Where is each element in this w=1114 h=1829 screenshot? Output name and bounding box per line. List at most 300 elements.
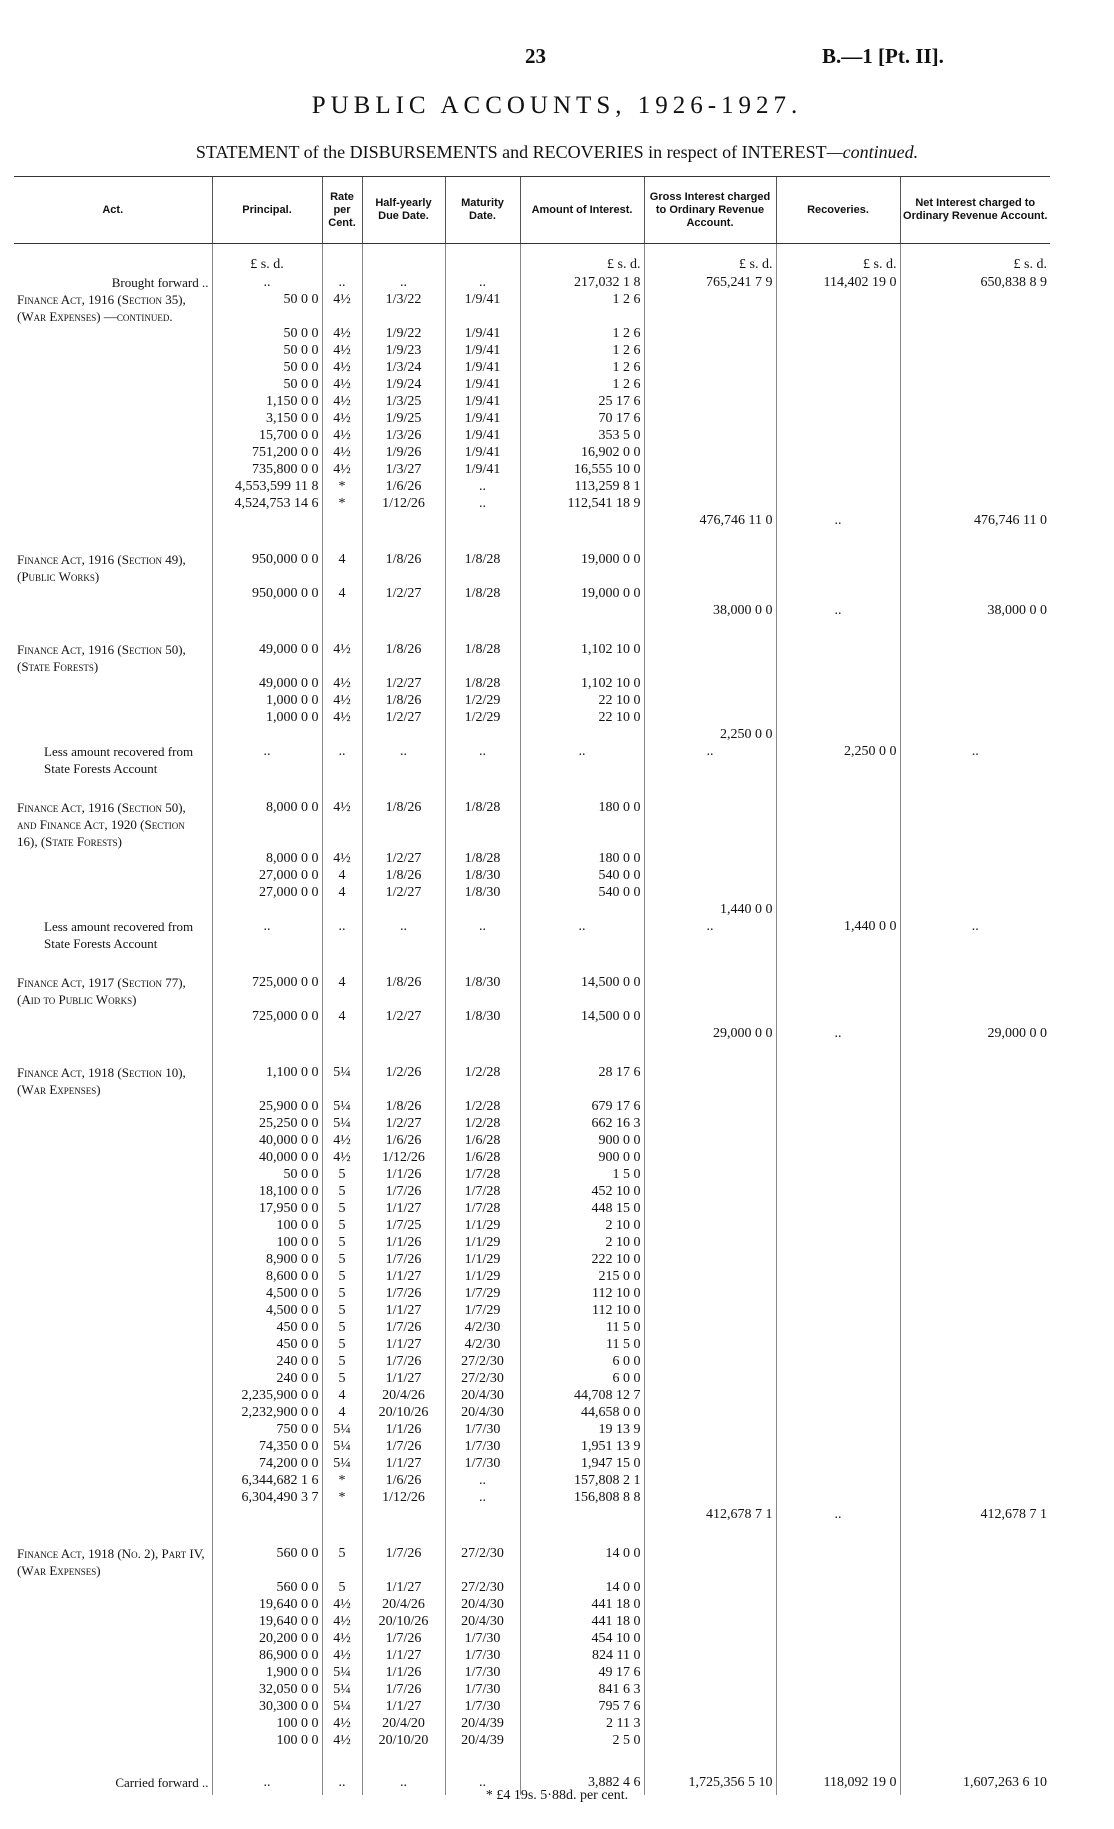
gap-cell	[362, 952, 445, 974]
gap-cell	[14, 952, 212, 974]
rate-cell: 5¼	[322, 1681, 362, 1698]
gross-empty	[644, 692, 776, 709]
act-empty	[14, 342, 212, 359]
net-empty	[900, 444, 1050, 461]
maturity-cell: 1/1/29	[445, 1217, 520, 1234]
half-yearly-cell: 1/1/27	[362, 1200, 445, 1217]
section-net-total: 38,000 0 0	[900, 602, 1050, 619]
net-empty	[900, 974, 1050, 1008]
act-empty	[14, 325, 212, 342]
table-row	[14, 325, 1050, 342]
amount-cell: 841 6 3	[520, 1681, 644, 1698]
rate-cell: 5	[322, 1200, 362, 1217]
gap-cell	[362, 777, 445, 799]
table-row	[14, 1715, 1050, 1732]
rate-cell: 4½	[322, 1613, 362, 1630]
act-empty	[14, 1285, 212, 1302]
net-empty	[900, 1681, 1050, 1698]
principal-empty	[212, 726, 322, 743]
document-title: PUBLIC ACCOUNTS, 1926-1927.	[311, 92, 803, 119]
net-empty	[900, 1698, 1050, 1715]
table-row	[14, 1149, 1050, 1166]
act-empty	[14, 585, 212, 602]
recoveries-empty	[776, 641, 900, 675]
principal-cell: 1,100 0 0	[212, 1064, 322, 1098]
cf-rate: ..	[322, 1771, 362, 1795]
gross-empty	[644, 1489, 776, 1506]
recoveries-empty	[776, 1438, 900, 1455]
act-empty	[14, 1025, 212, 1042]
rate-cell: 5	[322, 1251, 362, 1268]
amount-cell: 1,947 15 0	[520, 1455, 644, 1472]
maturity-cell: 1/9/41	[445, 359, 520, 376]
maturity-cell: 1/7/28	[445, 1200, 520, 1217]
table-row	[14, 495, 1050, 512]
net-empty	[900, 1200, 1050, 1217]
currency-amount: £ s. d.	[520, 244, 644, 275]
gross-empty	[644, 1438, 776, 1455]
net-empty	[900, 1098, 1050, 1115]
amount-cell: 44,708 12 7	[520, 1387, 644, 1404]
bf-rate: ..	[322, 274, 362, 291]
col-half-yearly: Half-yearly Due Date.	[362, 177, 445, 244]
net-empty	[900, 1715, 1050, 1732]
table-row	[14, 478, 1050, 495]
recoveries-empty	[776, 850, 900, 867]
half-yearly-cell: 1/7/26	[362, 1251, 445, 1268]
half-yearly-cell: 1/8/26	[362, 1098, 445, 1115]
gap-cell	[322, 1042, 362, 1064]
table-row	[14, 1404, 1050, 1421]
net-empty	[900, 1319, 1050, 1336]
half-yearly-cell: 1/2/27	[362, 709, 445, 726]
maturity-cell: 1/8/28	[445, 675, 520, 692]
act-empty	[14, 726, 212, 743]
net-empty	[900, 901, 1050, 918]
principal-cell: 50 0 0	[212, 376, 322, 393]
principal-cell: 74,350 0 0	[212, 1438, 322, 1455]
recoveries-empty	[776, 427, 900, 444]
amount-empty	[520, 1025, 644, 1042]
mat-empty	[445, 602, 520, 619]
principal-cell: 2,235,900 0 0	[212, 1387, 322, 1404]
less-recovered-label: Less amount recovered from State Forests Account	[44, 744, 194, 776]
recoveries-empty	[776, 1319, 900, 1336]
gross-empty	[644, 1353, 776, 1370]
act-empty	[14, 1715, 212, 1732]
net-empty	[900, 675, 1050, 692]
amount-cell: 25 17 6	[520, 393, 644, 410]
gross-empty	[644, 1387, 776, 1404]
half-yearly-cell: 1/9/26	[362, 444, 445, 461]
table-row	[14, 1613, 1050, 1630]
maturity-cell: 1/8/28	[445, 641, 520, 675]
amount-cell: 1 2 6	[520, 342, 644, 359]
principal-cell: 100 0 0	[212, 1732, 322, 1749]
half-dots: ..	[362, 918, 445, 952]
rate-cell: 4½	[322, 1596, 362, 1613]
amount-cell: 22 10 0	[520, 692, 644, 709]
table-row	[14, 1579, 1050, 1596]
principal-cell: 32,050 0 0	[212, 1681, 322, 1698]
act-empty	[14, 1132, 212, 1149]
act-empty	[14, 1438, 212, 1455]
recoveries-empty	[776, 495, 900, 512]
principal-cell: 27,000 0 0	[212, 867, 322, 884]
net-empty	[900, 799, 1050, 850]
half-empty	[362, 901, 445, 918]
gross-empty	[644, 1217, 776, 1234]
principal-cell: 100 0 0	[212, 1715, 322, 1732]
net-empty	[900, 376, 1050, 393]
gap-cell	[520, 777, 644, 799]
maturity-cell: 1/9/41	[445, 410, 520, 427]
gross-empty	[644, 850, 776, 867]
gross-empty	[644, 884, 776, 901]
recoveries-empty	[776, 884, 900, 901]
gap-cell	[14, 619, 212, 641]
rate-cell: 5	[322, 1579, 362, 1596]
table-row	[14, 1664, 1050, 1681]
recoveries-empty	[776, 1455, 900, 1472]
principal-cell: 1,000 0 0	[212, 692, 322, 709]
table-row	[14, 1472, 1050, 1489]
half-yearly-cell: 1/12/26	[362, 1149, 445, 1166]
act-empty	[14, 1681, 212, 1698]
cf-half: ..	[362, 1771, 445, 1795]
section-net-total: ..	[900, 918, 1050, 952]
currency-principal: £ s. d.	[212, 244, 322, 275]
rate-cell: 4½	[322, 799, 362, 850]
cf-mat: ..	[445, 1771, 520, 1795]
act-empty	[14, 1166, 212, 1183]
recoveries-empty	[776, 1387, 900, 1404]
table-row	[14, 709, 1050, 726]
amount-cell: 1 2 6	[520, 359, 644, 376]
half-yearly-cell: 1/1/26	[362, 1166, 445, 1183]
principal-empty	[212, 901, 322, 918]
rate-cell: 5	[322, 1302, 362, 1319]
recoveries-empty	[776, 692, 900, 709]
section-gap	[14, 777, 1050, 799]
amount-cell: 112 10 0	[520, 1302, 644, 1319]
gap-cell	[362, 1042, 445, 1064]
act-name: Finance Act, 1916 (Section 35), (War Expenses) —continued.	[17, 292, 186, 324]
net-empty	[900, 410, 1050, 427]
gap-cell	[362, 1523, 445, 1545]
net-empty	[900, 1489, 1050, 1506]
currency-net: £ s. d.	[900, 244, 1050, 275]
gap-cell	[445, 1042, 520, 1064]
table-row	[14, 1183, 1050, 1200]
maturity-cell: 1/8/28	[445, 551, 520, 585]
table-row	[14, 1455, 1050, 1472]
table-row	[14, 444, 1050, 461]
principal-cell: 1,000 0 0	[212, 709, 322, 726]
table-row	[14, 410, 1050, 427]
principal-cell: 86,900 0 0	[212, 1647, 322, 1664]
principal-cell: 950,000 0 0	[212, 551, 322, 585]
section-recoveries: ..	[776, 1506, 900, 1523]
section-gross-total: 1,440 0 0	[644, 901, 776, 918]
rate-cell: 4	[322, 1008, 362, 1025]
gap-cell	[212, 777, 322, 799]
amount-dots: ..	[520, 743, 644, 777]
maturity-cell: 1/8/28	[445, 799, 520, 850]
net-empty	[900, 1285, 1050, 1302]
bf-mat: ..	[445, 274, 520, 291]
gross-empty	[644, 1234, 776, 1251]
maturity-cell: 1/7/30	[445, 1630, 520, 1647]
recoveries-empty	[776, 1098, 900, 1115]
recoveries-empty	[776, 1149, 900, 1166]
gap-cell	[322, 952, 362, 974]
principal-cell: 100 0 0	[212, 1217, 322, 1234]
half-yearly-cell: 20/4/26	[362, 1387, 445, 1404]
act-empty	[14, 1353, 212, 1370]
principal-cell: 6,344,682 1 6	[212, 1472, 322, 1489]
act-empty	[14, 461, 212, 478]
gap-cell	[322, 619, 362, 641]
gross-empty	[644, 393, 776, 410]
net-empty	[900, 1008, 1050, 1025]
rate-cell: 5¼	[322, 1664, 362, 1681]
section-gross-total: 412,678 7 1	[644, 1506, 776, 1523]
less-recovered-row	[14, 743, 1050, 777]
principal-cell: 4,500 0 0	[212, 1285, 322, 1302]
net-empty	[900, 1370, 1050, 1387]
recoveries-empty	[776, 585, 900, 602]
act-empty	[14, 1149, 212, 1166]
half-yearly-cell: 1/3/26	[362, 427, 445, 444]
rate-cell: 4½	[322, 1630, 362, 1647]
currency-gross: £ s. d.	[644, 244, 776, 275]
principal-cell: 17,950 0 0	[212, 1200, 322, 1217]
maturity-cell: 1/7/30	[445, 1664, 520, 1681]
half-yearly-cell: 20/10/26	[362, 1404, 445, 1421]
principal-cell: 4,524,753 14 6	[212, 495, 322, 512]
act-name: Finance Act, 1916 (Section 50), and Finance Act, 1920 (Section 16), (State Forests)	[17, 800, 186, 849]
gap-cell	[644, 529, 776, 551]
half-yearly-cell: 1/7/26	[362, 1319, 445, 1336]
principal-cell: 15,700 0 0	[212, 427, 322, 444]
gross-empty	[644, 1664, 776, 1681]
gap-cell	[14, 1749, 212, 1771]
gap-cell	[520, 952, 644, 974]
section-recoveries: 1,440 0 0	[776, 918, 900, 952]
amount-cell: 454 10 0	[520, 1630, 644, 1647]
amount-cell: 16,902 0 0	[520, 444, 644, 461]
amount-cell: 14,500 0 0	[520, 1008, 644, 1025]
gap-cell	[14, 777, 212, 799]
amount-cell: 540 0 0	[520, 884, 644, 901]
recoveries-empty	[776, 1132, 900, 1149]
maturity-cell: 4/2/30	[445, 1336, 520, 1353]
half-yearly-cell: 1/8/26	[362, 551, 445, 585]
maturity-cell: 20/4/30	[445, 1387, 520, 1404]
recoveries-empty	[776, 1732, 900, 1749]
recoveries-empty	[776, 799, 900, 850]
recoveries-empty	[776, 867, 900, 884]
principal-cell: 25,900 0 0	[212, 1098, 322, 1115]
cf-recoveries: 118,092 19 0	[776, 1771, 900, 1795]
amount-cell: 180 0 0	[520, 799, 644, 850]
gross-empty	[644, 641, 776, 675]
half-empty	[362, 602, 445, 619]
rate-cell: 4½	[322, 461, 362, 478]
rate-cell: 4½	[322, 850, 362, 867]
recoveries-empty	[776, 974, 900, 1008]
maturity-cell: 1/9/41	[445, 444, 520, 461]
table-row	[14, 291, 1050, 325]
act-empty	[14, 709, 212, 726]
gross-empty	[644, 1183, 776, 1200]
recoveries-empty	[776, 1268, 900, 1285]
gap-cell	[776, 952, 900, 974]
act-empty	[14, 393, 212, 410]
gross-empty	[644, 1596, 776, 1613]
recoveries-empty	[776, 1217, 900, 1234]
maturity-cell: 1/1/29	[445, 1234, 520, 1251]
recoveries-empty	[776, 1596, 900, 1613]
table-row	[14, 1098, 1050, 1115]
gap-cell	[212, 1749, 322, 1771]
net-empty	[900, 1613, 1050, 1630]
mat-dots: ..	[445, 743, 520, 777]
act-empty	[14, 359, 212, 376]
net-empty	[900, 692, 1050, 709]
rate-cell: 5	[322, 1336, 362, 1353]
less-recovered-row	[14, 918, 1050, 952]
half-yearly-cell: 1/2/27	[362, 675, 445, 692]
half-yearly-cell: 1/2/27	[362, 884, 445, 901]
rate-cell: 4	[322, 867, 362, 884]
currency-recoveries: £ s. d.	[776, 244, 900, 275]
half-yearly-cell: 1/8/26	[362, 974, 445, 1008]
maturity-cell: 20/4/30	[445, 1404, 520, 1421]
maturity-cell: 1/7/28	[445, 1166, 520, 1183]
half-yearly-cell: 1/6/26	[362, 1472, 445, 1489]
recoveries-empty	[776, 675, 900, 692]
section-total-row	[14, 1025, 1050, 1042]
half-yearly-cell: 1/7/26	[362, 1183, 445, 1200]
gap-cell	[644, 1749, 776, 1771]
net-empty	[900, 1664, 1050, 1681]
section-net-total: 412,678 7 1	[900, 1506, 1050, 1523]
amount-cell: 14 0 0	[520, 1579, 644, 1596]
maturity-cell: 1/8/28	[445, 585, 520, 602]
amount-cell: 112 10 0	[520, 1285, 644, 1302]
table-row	[14, 1319, 1050, 1336]
maturity-cell: 1/8/30	[445, 1008, 520, 1025]
currency-empty	[14, 244, 212, 275]
gross-empty	[644, 427, 776, 444]
table-row	[14, 585, 1050, 602]
bf-principal: ..	[212, 274, 322, 291]
amount-cell: 679 17 6	[520, 1098, 644, 1115]
amount-cell: 14,500 0 0	[520, 974, 644, 1008]
brought-forward-label: Brought forward ..	[111, 275, 209, 290]
gap-cell	[900, 777, 1050, 799]
maturity-cell: 4/2/30	[445, 1319, 520, 1336]
act-name: Finance Act, 1916 (Section 50), (State Forests)	[17, 642, 186, 674]
net-empty	[900, 585, 1050, 602]
rate-cell: 4	[322, 1404, 362, 1421]
gap-cell	[900, 1042, 1050, 1064]
net-empty	[900, 1268, 1050, 1285]
recoveries-empty	[776, 1715, 900, 1732]
amount-cell: 14 0 0	[520, 1545, 644, 1579]
amount-empty	[520, 726, 644, 743]
section-gap	[14, 529, 1050, 551]
principal-dots: ..	[212, 743, 322, 777]
principal-cell: 50 0 0	[212, 1166, 322, 1183]
principal-cell: 100 0 0	[212, 1234, 322, 1251]
recoveries-empty	[776, 726, 900, 743]
mat-empty	[445, 726, 520, 743]
principal-empty	[212, 1506, 322, 1523]
gross-empty	[644, 709, 776, 726]
maturity-cell: 1/6/28	[445, 1132, 520, 1149]
gross-empty	[644, 342, 776, 359]
act-empty	[14, 1579, 212, 1596]
recoveries-empty	[776, 1370, 900, 1387]
mat-empty	[445, 512, 520, 529]
gross-empty	[644, 1715, 776, 1732]
gap-cell	[212, 619, 322, 641]
gap-cell	[445, 777, 520, 799]
act-empty	[14, 692, 212, 709]
table-row	[14, 1647, 1050, 1664]
rate-cell: 5¼	[322, 1115, 362, 1132]
maturity-cell: 1/9/41	[445, 393, 520, 410]
section-recoveries: 2,250 0 0	[776, 743, 900, 777]
recoveries-empty	[776, 1472, 900, 1489]
rate-cell: 5	[322, 1183, 362, 1200]
table-row	[14, 1285, 1050, 1302]
half-empty	[362, 726, 445, 743]
net-empty	[900, 867, 1050, 884]
recoveries-empty	[776, 376, 900, 393]
recoveries-empty	[776, 1200, 900, 1217]
rate-cell: 5	[322, 1545, 362, 1579]
net-empty	[900, 325, 1050, 342]
table-row	[14, 1064, 1050, 1098]
gap-cell	[776, 1749, 900, 1771]
cf-net: 1,607,263 6 10	[900, 1771, 1050, 1795]
act-empty	[14, 901, 212, 918]
net-empty	[900, 461, 1050, 478]
half-yearly-cell: 20/10/26	[362, 1613, 445, 1630]
section-net-total: ..	[900, 743, 1050, 777]
half-yearly-cell: 1/8/26	[362, 692, 445, 709]
section-total-row	[14, 901, 1050, 918]
table-row	[14, 1698, 1050, 1715]
gross-empty	[644, 444, 776, 461]
section-total-row	[14, 512, 1050, 529]
rate-cell: 5¼	[322, 1064, 362, 1098]
net-empty	[900, 291, 1050, 325]
col-recoveries: Recoveries.	[776, 177, 900, 244]
principal-cell: 1,150 0 0	[212, 393, 322, 410]
act-empty	[14, 1455, 212, 1472]
act-empty	[14, 376, 212, 393]
rate-cell: 4½	[322, 709, 362, 726]
maturity-cell: 20/4/30	[445, 1596, 520, 1613]
act-name: Finance Act, 1916 (Section 49), (Public Works)	[17, 552, 186, 584]
table-row	[14, 1596, 1050, 1613]
half-yearly-cell: 1/1/26	[362, 1664, 445, 1681]
